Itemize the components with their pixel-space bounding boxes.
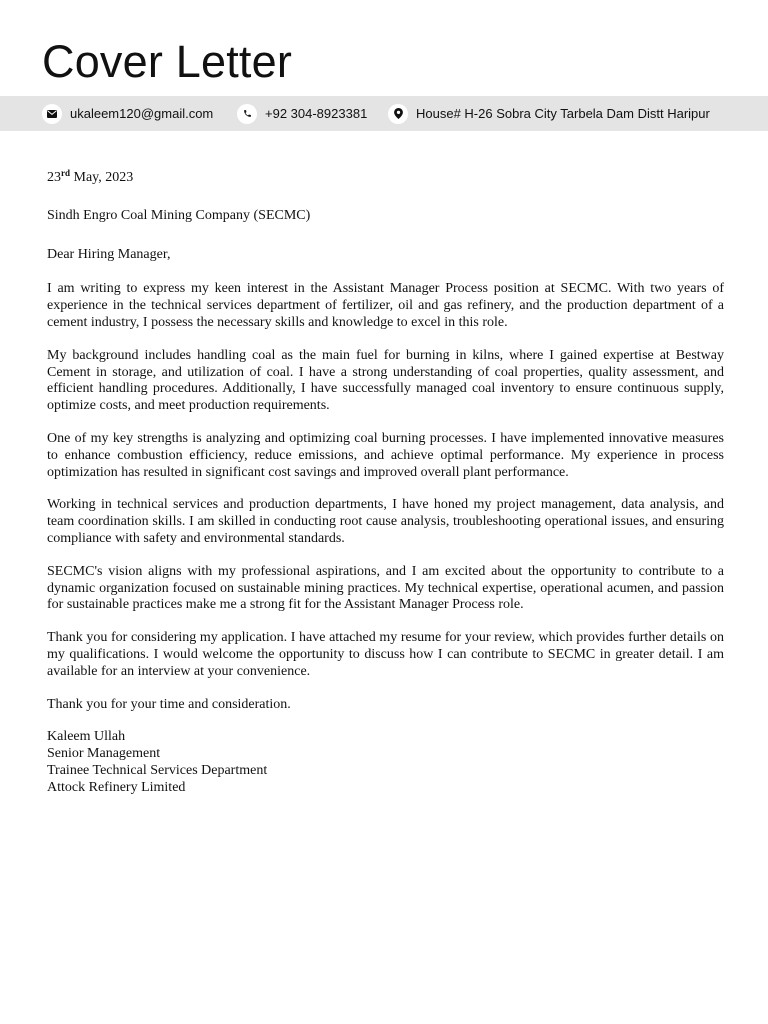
body-paragraph: One of my key strengths is analyzing and optimizing coal burning processes. I have implemented innovative measures to enhance combustion efficiency, reduce emissions, and achieve optimal performance. My experience in process optimization has resulted in significant cost savings and improved overall plant performance.: [47, 430, 724, 480]
contact-phone-text: +92 304-8923381: [265, 106, 368, 121]
contact-address: [388, 96, 710, 131]
body-paragraph: Working in technical services and production departments, I have honed my project management, data analysis, and team coordination skills. I am skilled in conducting root cause analysis, troubleshooting operational issues, and ensuring compliance with safety and environmental standards.: [47, 497, 724, 546]
envelope-icon: [42, 104, 62, 124]
contact-address-text: House# H-26 Sobra City Tarbela Dam Distt Haripur: [416, 106, 710, 121]
map-pin-icon: [388, 104, 408, 124]
date-suffix: rd: [61, 168, 70, 178]
body-paragraph: My background includes handling coal as the main fuel for burning in kilns, where I gained expertise at Bestway Cement in storage, and utilization of coal. I have a strong understanding of coal properties, quality assessment, and efficient handling procedures. Additionally, I have successfully managed coal inventory to ensure continuous supply, optimize costs, and meet production requirements.: [47, 347, 724, 414]
date-rest: May, 2023: [70, 170, 134, 185]
contact-bar: [0, 96, 768, 131]
letter-date: [47, 170, 724, 187]
body-paragraph: I am writing to express my keen interest in the Assistant Manager Process position at SECMC. With two years of experience in the technical services department of fertilizer, oil and gas refinery, and the production department of a cement industry, I possess the necessary skills and knowledge to excel in this role.: [47, 281, 724, 330]
signature-block: [47, 729, 724, 796]
closing-line: Thank you for your time and consideration.: [47, 696, 291, 712]
signature-department: Trainee Technical Services Department: [47, 762, 268, 778]
recipient-company: Sindh Engro Coal Mining Company (SECMC): [47, 207, 311, 223]
page-title: Cover Letter: [42, 36, 293, 87]
contact-email-text: ukaleem120@gmail.com: [70, 106, 214, 121]
date-day: 23: [47, 170, 61, 185]
contact-phone[interactable]: [237, 96, 367, 131]
body-paragraph: Thank you for considering my application. I have attached my resume for your review, which provides further details on my qualifications. I would welcome the opportunity to discuss how I can contribute to SECMC in greater detail. I am available for an interview at your convenience.: [47, 630, 724, 679]
letter-body: [47, 170, 724, 797]
body-paragraph: SECMC's vision aligns with my professional aspirations, and I am excited about the opportunity to contribute to a dynamic organization focused on sustainable mining practices. My technical expertise, operational acumen, and passion for sustainable practices make me a strong fit for the Assistant Manager Process role.: [47, 563, 724, 613]
phone-icon: [237, 104, 257, 124]
salutation: Dear Hiring Manager,: [47, 246, 171, 262]
contact-email[interactable]: [42, 96, 213, 131]
signature-title: Senior Management: [47, 746, 161, 762]
signature-company: Attock Refinery Limited: [47, 779, 186, 795]
signature-name: Kaleem Ullah: [47, 729, 126, 745]
